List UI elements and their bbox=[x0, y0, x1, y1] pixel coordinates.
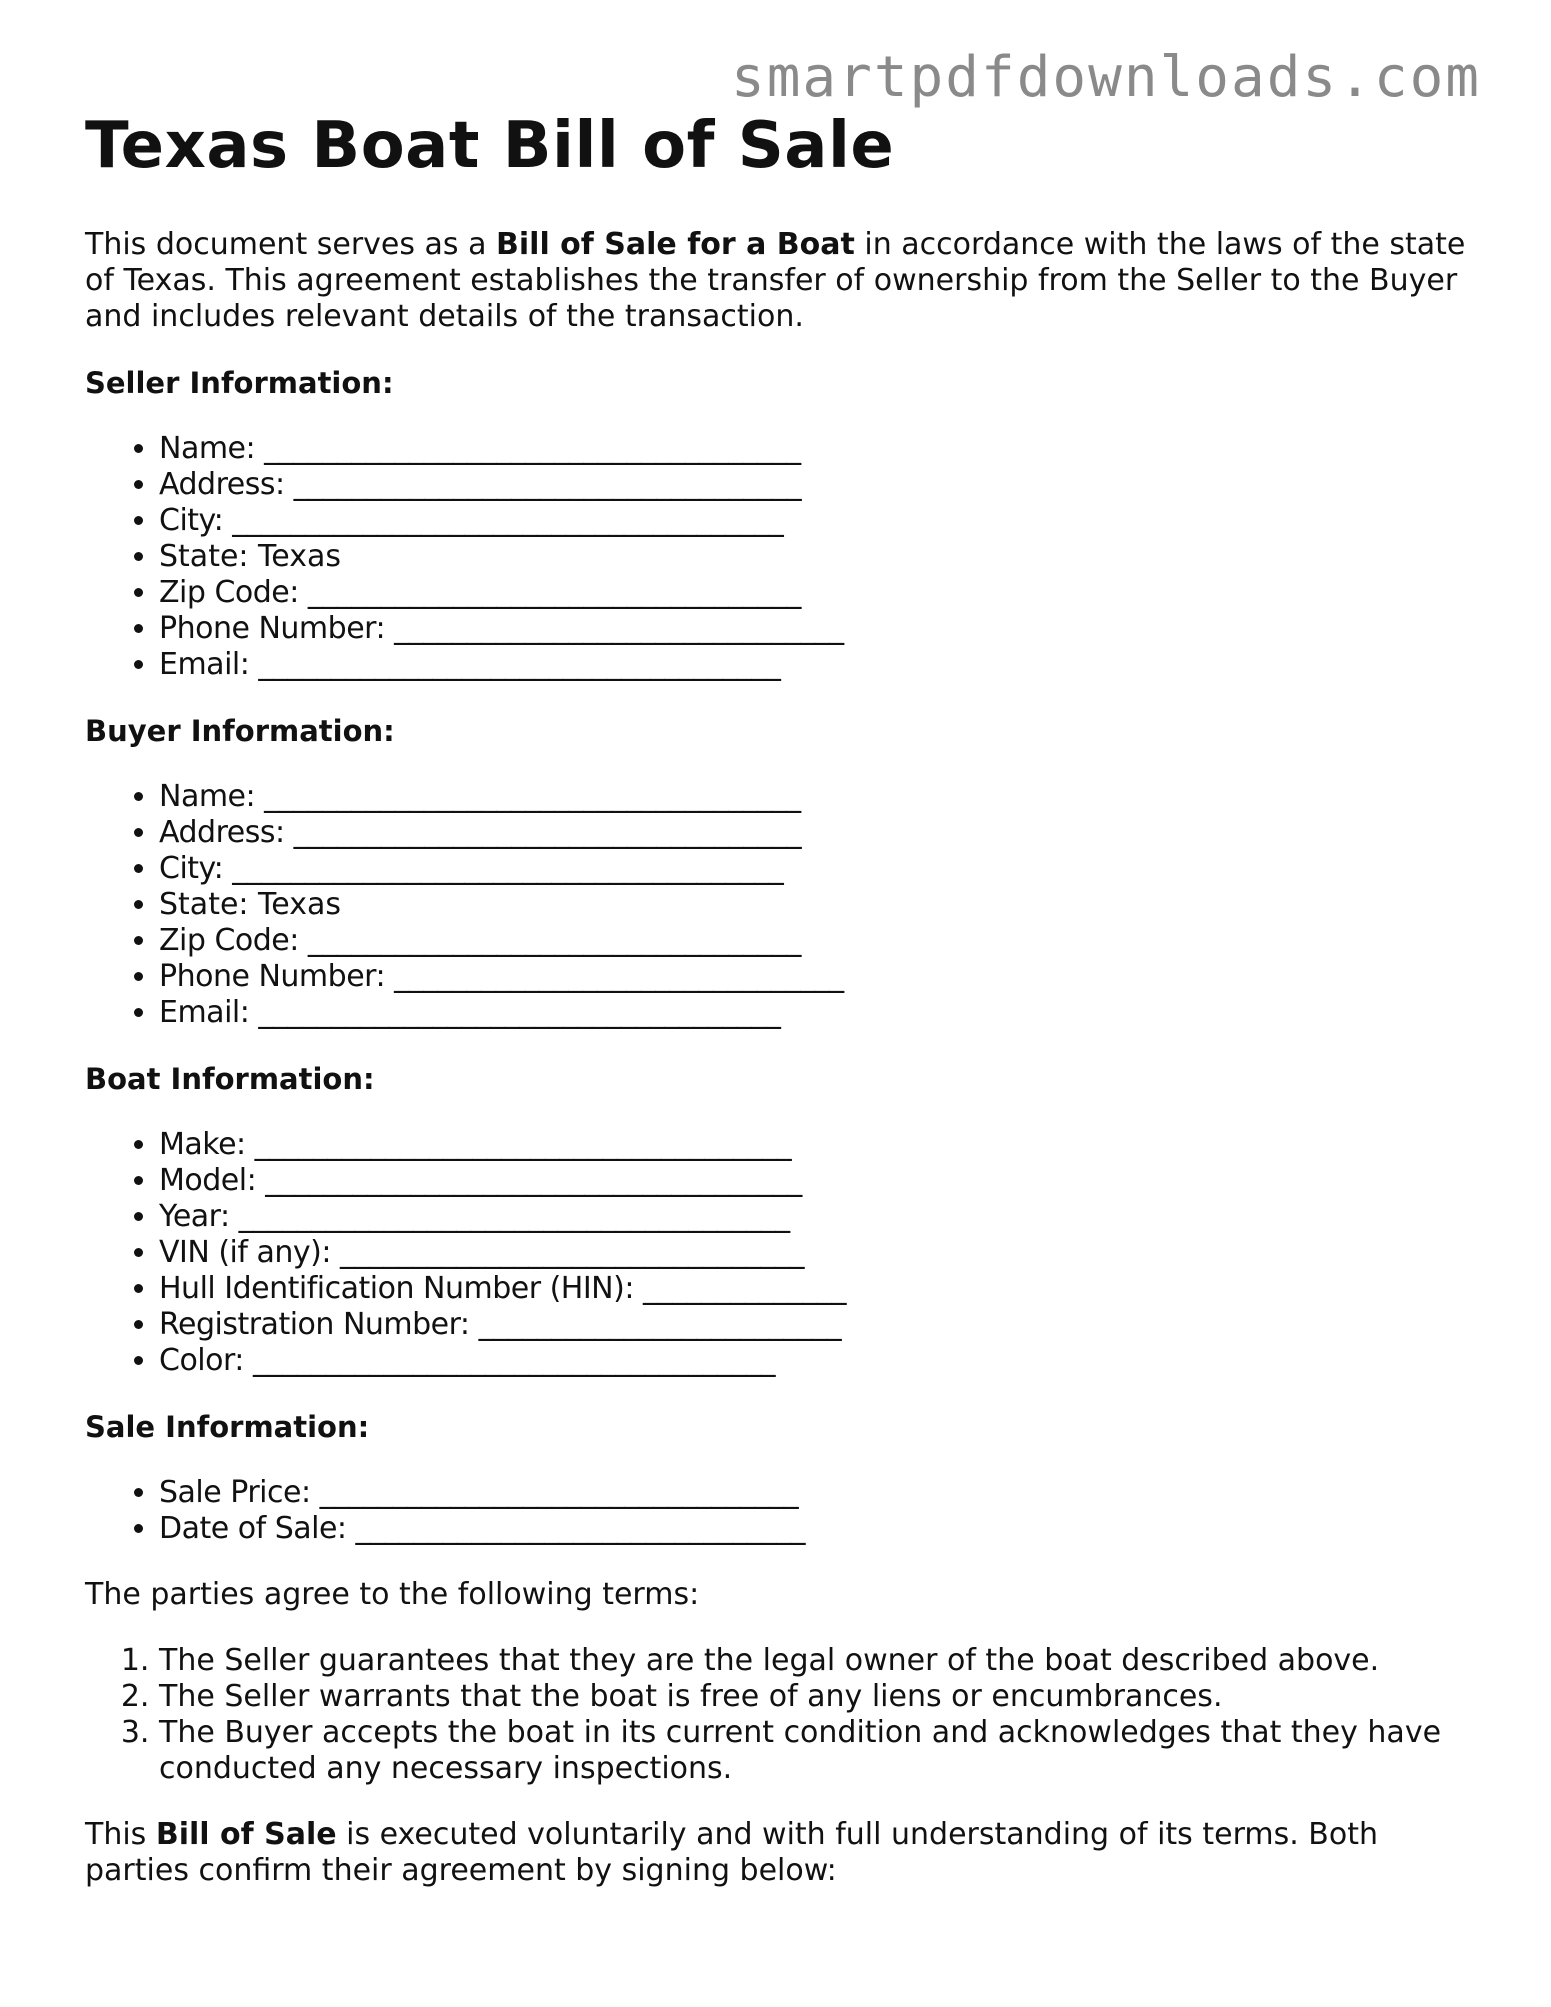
sale-heading: Sale Information: bbox=[85, 1410, 370, 1444]
sale-price-field[interactable]: • Sale Price: _________________________________ bbox=[159, 1475, 1475, 1511]
intro-text-start: This document serves as a bbox=[85, 227, 497, 262]
buyer-phone-field[interactable]: • Phone Number: _______________________________ bbox=[159, 959, 1475, 995]
sale-date-field[interactable]: • Date of Sale: _______________________________ bbox=[159, 1511, 1475, 1547]
boat-field-list bbox=[85, 1127, 1475, 1379]
buyer-address-field[interactable]: • Address: ___________________________________ bbox=[159, 815, 1475, 851]
buyer-zip-field[interactable]: • Zip Code: __________________________________ bbox=[159, 923, 1475, 959]
closing-text-end: is executed voluntarily and with full understanding of its terms. Both parties confirm their agreement by signing below: bbox=[85, 1817, 1379, 1888]
boat-model-field[interactable]: • Model: _____________________________________ bbox=[159, 1163, 1475, 1199]
seller-phone-field[interactable]: • Phone Number: _______________________________ bbox=[159, 611, 1475, 647]
intro-bold-text: Bill of Sale for a Boat bbox=[496, 227, 855, 262]
closing-bold-text: Bill of Sale bbox=[155, 1817, 337, 1852]
term-item: 3. The Buyer accepts the boat in its current condition and acknowledges that they have conducted any necessary inspections. bbox=[159, 1715, 1475, 1787]
seller-name-field[interactable]: • Name: _____________________________________ bbox=[159, 431, 1475, 467]
buyer-name-field[interactable]: • Name: _____________________________________ bbox=[159, 779, 1475, 815]
seller-zip-field[interactable]: • Zip Code: __________________________________ bbox=[159, 575, 1475, 611]
terms-list bbox=[85, 1643, 1475, 1787]
boat-vin-field[interactable]: • VIN (if any): ________________________________ bbox=[159, 1235, 1475, 1271]
document-body bbox=[85, 105, 1475, 1889]
term-item: 2. The Seller warrants that the boat is free of any liens or encumbrances. bbox=[159, 1679, 1475, 1715]
intro-paragraph bbox=[85, 227, 1475, 335]
buyer-heading: Buyer Information: bbox=[85, 714, 395, 748]
boat-hin-field[interactable]: • Hull Identification Number (HIN): ______________ bbox=[159, 1271, 1475, 1307]
intro-text-end: in accordance with the laws of the state of Texas. This agreement establishes the transfer of ownership from the Seller to the Buyer and includes relevant details of the transaction. bbox=[85, 227, 1466, 334]
boat-make-field[interactable]: • Make: _____________________________________ bbox=[159, 1127, 1475, 1163]
closing-text-start: This bbox=[85, 1817, 156, 1852]
buyer-email-field[interactable]: • Email: ____________________________________ bbox=[159, 995, 1475, 1031]
buyer-field-list bbox=[85, 779, 1475, 1031]
seller-field-list bbox=[85, 431, 1475, 683]
buyer-city-field[interactable]: • City: ______________________________________ bbox=[159, 851, 1475, 887]
seller-address-field[interactable]: • Address: ___________________________________ bbox=[159, 467, 1475, 503]
buyer-state-field: • State: Texas bbox=[159, 887, 1475, 923]
watermark: smartpdfdownloads.com bbox=[730, 45, 1481, 110]
page-title: Texas Boat Bill of Sale bbox=[85, 109, 895, 183]
seller-heading: Seller Information: bbox=[85, 366, 394, 400]
boat-year-field[interactable]: • Year: ______________________________________ bbox=[159, 1199, 1475, 1235]
boat-registration-field[interactable]: • Registration Number: _________________________ bbox=[159, 1307, 1475, 1343]
boat-heading: Boat Information: bbox=[85, 1062, 375, 1096]
terms-intro: The parties agree to the following terms: bbox=[85, 1577, 700, 1612]
seller-state-field: • State: Texas bbox=[159, 539, 1475, 575]
seller-email-field[interactable]: • Email: ____________________________________ bbox=[159, 647, 1475, 683]
seller-city-field[interactable]: • City: ______________________________________ bbox=[159, 503, 1475, 539]
sale-field-list bbox=[85, 1475, 1475, 1547]
term-item: 1. The Seller guarantees that they are the legal owner of the boat described above. bbox=[159, 1643, 1475, 1679]
closing-paragraph bbox=[85, 1817, 1475, 1889]
boat-color-field[interactable]: • Color: ____________________________________ bbox=[159, 1343, 1475, 1379]
